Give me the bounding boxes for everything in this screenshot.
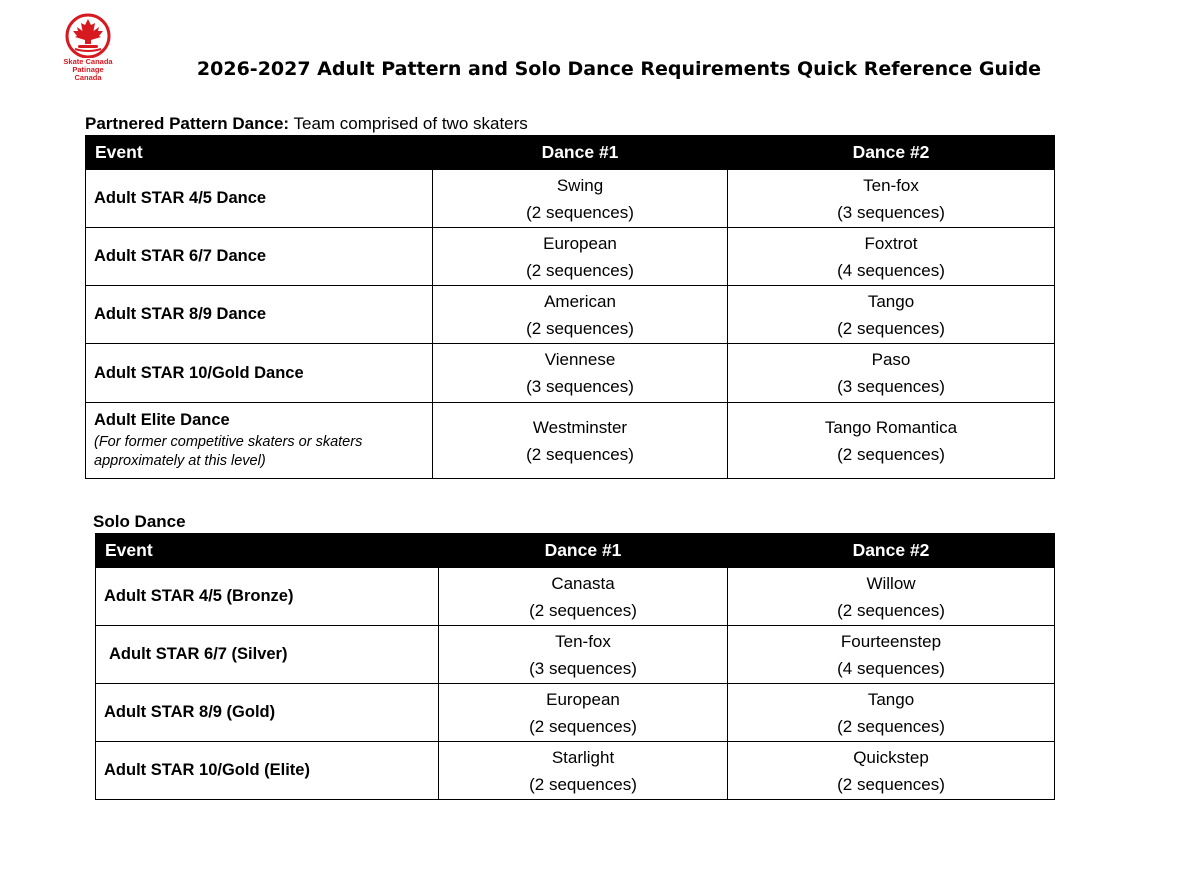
- table-row: [86, 228, 1055, 286]
- dance-2-cell: [728, 228, 1055, 286]
- dance-name: Tango: [867, 291, 915, 311]
- dance-name: Tango Romantica: [824, 417, 958, 437]
- sequence-count: (2 sequences): [526, 260, 634, 280]
- table-row: [96, 742, 1055, 800]
- dance-name: Foxtrot: [864, 233, 918, 253]
- dance-name: Fourteenstep: [840, 631, 942, 651]
- sequence-count: (2 sequences): [526, 318, 634, 338]
- table-row: [86, 344, 1055, 403]
- sequence-count: (2 sequences): [837, 318, 945, 338]
- sequence-count: (2 sequences): [529, 716, 637, 736]
- partnered-label-rest: Team comprised of two skaters: [289, 114, 528, 133]
- sequence-count: (4 sequences): [837, 658, 945, 678]
- header-dance-1: Dance #1: [433, 136, 728, 170]
- dance-1-cell: [433, 228, 728, 286]
- solo-section-label: Solo Dance: [93, 512, 186, 531]
- event-name: Adult STAR 8/9 Dance: [94, 305, 267, 323]
- dance-1-cell: [439, 742, 728, 800]
- dance-1-cell: [439, 626, 728, 684]
- dance-1-cell: [433, 286, 728, 344]
- event-cell: [86, 228, 433, 286]
- header-dance-2: Dance #2: [728, 534, 1055, 568]
- header-dance-2: Dance #2: [728, 136, 1055, 170]
- partnered-dance-table: [85, 135, 1055, 479]
- dance-2-cell: [728, 626, 1055, 684]
- dance-2-cell: [728, 568, 1055, 626]
- dance-name: Paso: [871, 350, 911, 369]
- dance-2-cell: [728, 403, 1055, 479]
- table-row: [86, 403, 1055, 479]
- event-cell: [86, 344, 433, 403]
- event-name: Adult STAR 6/7 Dance: [94, 247, 267, 265]
- dance-name: Starlight: [551, 747, 615, 767]
- maple-leaf-skate-icon: [58, 12, 118, 58]
- dance-1-cell: [439, 684, 728, 742]
- table-row: [86, 170, 1055, 228]
- table-header-row: [86, 136, 1055, 170]
- sequence-count: (2 sequences): [526, 444, 634, 464]
- partnered-label-bold: Partnered Pattern Dance:: [85, 114, 290, 133]
- dance-name: Swing: [556, 175, 604, 195]
- dance-1-cell: [433, 170, 728, 228]
- event-name: Adult STAR 8/9 (Gold): [104, 703, 276, 721]
- sequence-count: (3 sequences): [529, 658, 637, 678]
- event-note: (For former competitive skaters or skaters approximately at this level): [94, 433, 363, 469]
- dance-2-cell: [728, 170, 1055, 228]
- dance-1-cell: [433, 403, 728, 479]
- dance-name: Ten-fox: [863, 175, 919, 195]
- dance-2-cell: [728, 684, 1055, 742]
- dance-name: Ten-fox: [555, 631, 611, 651]
- sequence-count: (2 sequences): [837, 600, 945, 620]
- table-row: [96, 684, 1055, 742]
- event-name: Adult STAR 4/5 Dance: [94, 189, 267, 207]
- partnered-section-label: [85, 114, 528, 134]
- sequence-count: (2 sequences): [837, 716, 945, 736]
- dance-name: Viennese: [544, 350, 616, 369]
- table-row: [96, 568, 1055, 626]
- header-event: Event: [96, 534, 439, 568]
- header-event: Event: [86, 136, 433, 170]
- event-cell: [96, 626, 439, 684]
- sequence-count: (2 sequences): [526, 202, 634, 222]
- dance-2-cell: [728, 344, 1055, 403]
- dance-name: Quickstep: [853, 747, 929, 767]
- sequence-count: (2 sequences): [837, 444, 945, 464]
- event-cell: [86, 286, 433, 344]
- table-header-row: [96, 534, 1055, 568]
- dance-name: Tango: [867, 689, 915, 709]
- sequence-count: (2 sequences): [837, 774, 945, 794]
- event-name: Adult STAR 6/7 (Silver): [109, 645, 288, 663]
- dance-name: European: [543, 233, 617, 253]
- sequence-count: (2 sequences): [529, 600, 637, 620]
- dance-name: Willow: [866, 573, 916, 593]
- dance-2-cell: [728, 286, 1055, 344]
- header-dance-1: Dance #1: [439, 534, 728, 568]
- solo-dance-table: [95, 533, 1055, 800]
- dance-name: European: [546, 689, 620, 709]
- sequence-count: (3 sequences): [837, 377, 945, 396]
- event-name: Adult Elite Dance: [94, 410, 230, 429]
- event-cell: [86, 403, 433, 479]
- event-name: Adult STAR 10/Gold (Elite): [104, 761, 310, 779]
- event-cell: [86, 170, 433, 228]
- table-row: [86, 286, 1055, 344]
- event-cell: [96, 742, 439, 800]
- event-cell: [96, 568, 439, 626]
- dance-name: American: [544, 291, 616, 311]
- dance-2-cell: [728, 742, 1055, 800]
- event-cell: [96, 684, 439, 742]
- table-row: [96, 626, 1055, 684]
- page-title: 2026-2027 Adult Pattern and Solo Dance Requirements Quick Reference Guide: [196, 58, 1042, 80]
- dance-1-cell: [433, 344, 728, 403]
- sequence-count: (4 sequences): [837, 260, 945, 280]
- logo-text: Skate Canada Patinage Canada: [63, 57, 113, 82]
- dance-1-cell: [439, 568, 728, 626]
- sequence-count: (2 sequences): [529, 774, 637, 794]
- dance-name: Canasta: [551, 573, 615, 593]
- event-name: Adult STAR 4/5 (Bronze): [104, 587, 294, 605]
- sequence-count: (3 sequences): [837, 202, 945, 222]
- sequence-count: (3 sequences): [526, 377, 634, 396]
- event-name: Adult STAR 10/Gold Dance: [94, 363, 304, 382]
- dance-name: Westminster: [532, 417, 628, 437]
